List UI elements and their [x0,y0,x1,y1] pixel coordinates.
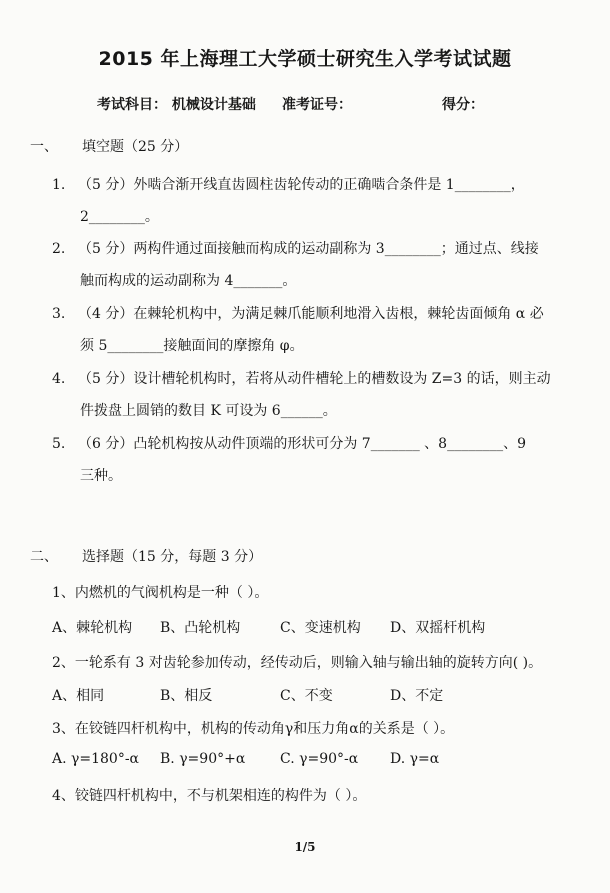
question-text: （5 分）外啮合渐开线直齿圆柱齿轮传动的正确啮合条件是 1________， [78,177,525,193]
question-text-cont: 三种。 [80,468,122,484]
exam-title: 2015 年上海理工大学硕士研究生入学考试试题 [98,48,512,70]
choice-option-c: C、变速机构 [280,620,361,636]
fill-question-1 [52,174,525,194]
section-1-number: 一、 [30,139,58,155]
choice-option-d: D. γ=α [390,751,440,767]
choice-question-1: 1、内燃机的气阀机构是一种（ ）。 [52,585,269,601]
section-2-heading [30,546,262,566]
choice-option-b: B. γ=90°+α [160,751,246,767]
choice-option-d: D、双摇杆机构 [390,620,486,636]
question-text-cont: 须 5________接触面间的摩擦角 φ。 [80,338,304,354]
ticket-number-label: 准考证号： [282,97,352,113]
question-number: 1. [52,177,66,193]
choice-option-b: B、凸轮机构 [160,620,241,636]
question-text: （6 分）凸轮机构按从动件顶端的形状可分为 7_______ 、8________、9 [78,436,526,452]
section-1-heading [30,136,188,156]
question-number: 2. [52,241,66,257]
question-text: （5 分）设计槽轮机构时，若将从动件槽轮上的槽数设为 Z=3 的话，则主动 [78,371,551,387]
choice-option-a: A、相同 [52,688,105,704]
score-label: 得分： [442,97,484,113]
question-number: 4. [52,371,66,387]
page-number: 1/5 [294,840,316,854]
fill-question-2 [52,238,539,258]
choice-option-a: A. γ=180°-α [52,751,140,767]
fill-question-4 [52,368,551,388]
question-text: （5 分）两构件通过面接触而构成的运动副称为 3________；通过点、线接 [78,241,539,257]
section-1-title: 填空题（25 分） [82,139,189,155]
section-2-title: 选择题（15 分，每题 3 分） [82,549,263,565]
choice-option-c: C. γ=90°-α [280,751,359,767]
choice-question-3: 3、在铰链四杆机构中，机构的传动角γ和压力角α的关系是（ ）。 [52,721,455,737]
exam-subject: 考试科目： 机械设计基础 [97,97,256,113]
fill-question-3 [52,303,544,323]
choice-option-a: A、棘轮机构 [52,620,133,636]
question-text: （4 分）在棘轮机构中，为满足棘爪能顺利地滑入齿根，棘轮齿面倾角 α 必 [78,306,544,322]
question-number: 5. [52,436,66,452]
choice-question-4: 4、铰链四杆机构中，不与机架相连的构件为（ ）。 [52,788,367,804]
question-text-cont: 2________。 [80,209,159,225]
choice-question-2: 2、一轮系有 3 对齿轮参加传动，经传动后，则输入轴与输出轴的旋转方向( )。 [52,655,543,671]
fill-question-5 [52,433,526,453]
question-text-cont: 件拨盘上圆销的数目 K 可设为 6______。 [80,403,337,419]
section-2-number: 二、 [30,549,58,565]
question-number: 3. [52,306,66,322]
choice-option-d: D、不定 [390,688,444,704]
question-text-cont: 触而构成的运动副称为 4_______。 [80,273,297,289]
choice-option-b: B、相反 [160,688,213,704]
choice-option-c: C、不变 [280,688,333,704]
